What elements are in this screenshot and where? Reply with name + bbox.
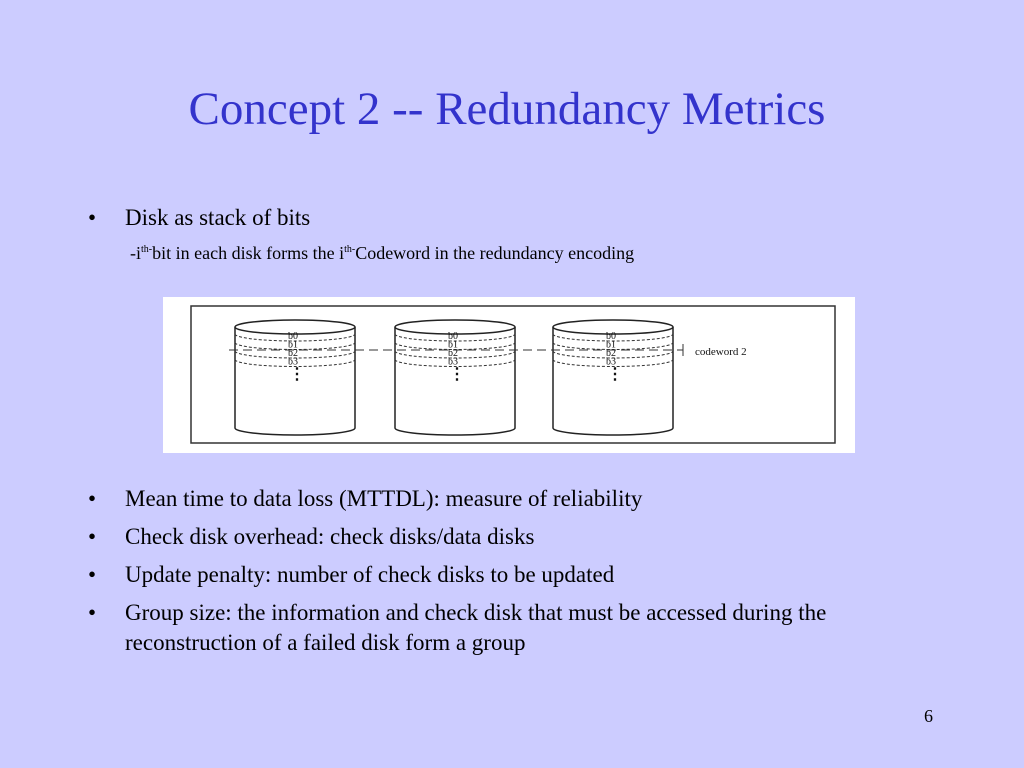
sub-suffix: Codeword in the redundancy encoding (355, 243, 635, 263)
bullet-text: Check disk overhead: check disks/data disks (125, 524, 535, 549)
slide-title: Concept 2 -- Redundancy Metrics (188, 83, 826, 135)
bit-ellipsis: ⋮ (607, 366, 623, 383)
bit-label: b1 (288, 339, 298, 351)
bullet-item (88, 522, 868, 552)
top-bullet-list (88, 203, 310, 233)
bullet-item (88, 484, 868, 514)
bullet-marker: • (88, 600, 97, 625)
codeword-label: codeword 2 (695, 346, 747, 358)
bullet-text: Update penalty: number of check disks to be updated (125, 562, 615, 587)
bullet-item (88, 203, 310, 233)
bullet-item (88, 598, 868, 658)
bit-label: b2 (606, 348, 616, 359)
bullet-marker: • (88, 486, 97, 511)
sub-sup-2: th- (344, 244, 356, 255)
bullet-text: Mean time to data loss (MTTDL): measure of reliability (125, 486, 643, 511)
bit-label: b3 (288, 356, 298, 368)
bit-label: b3 (448, 356, 458, 368)
disk-stack-diagram (163, 297, 855, 453)
bit-label: b0 (448, 331, 458, 342)
bottom-bullet-list (88, 484, 868, 666)
bit-label: b3 (606, 356, 616, 368)
bit-label: b2 (288, 348, 298, 359)
sub-sup-1: th- (141, 244, 153, 255)
bit-label: b0 (288, 331, 298, 342)
bit-label: b1 (448, 339, 458, 351)
disk (235, 320, 355, 435)
bullet-marker: • (88, 562, 97, 587)
bullet-marker: • (88, 205, 97, 230)
disk (395, 320, 515, 435)
bit-ellipsis: ⋮ (449, 366, 465, 383)
sub-prefix: -i (130, 243, 141, 263)
sub-middle: bit in each disk forms the i (152, 243, 345, 263)
disk-stack-figure (163, 297, 855, 453)
bit-label: b2 (448, 348, 458, 359)
bullet-item (88, 560, 868, 590)
bit-label: b1 (606, 339, 616, 351)
bullet-text: Group size: the information and check disk that must be accessed during the reconstruction of a failed disk form a group (125, 600, 827, 655)
page-number: 6 (924, 706, 933, 726)
bit-label: b0 (606, 331, 616, 342)
bullet-text: Disk as stack of bits (125, 205, 311, 230)
sub-point (130, 241, 634, 265)
bit-ellipsis: ⋮ (289, 366, 305, 383)
bullet-marker: • (88, 524, 97, 549)
disk-group (235, 320, 673, 435)
disk (553, 320, 673, 435)
